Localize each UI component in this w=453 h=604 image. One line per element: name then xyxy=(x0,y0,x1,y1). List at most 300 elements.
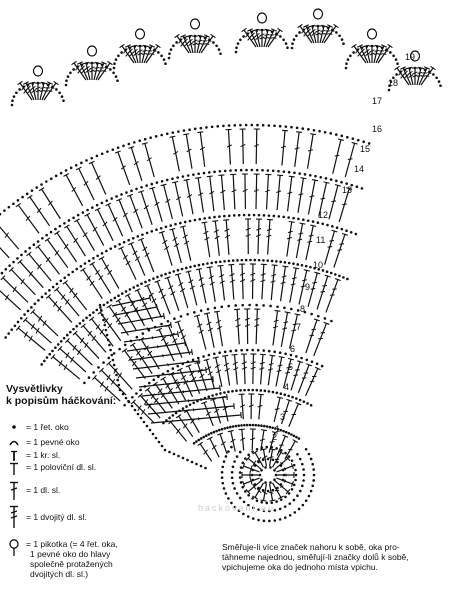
chain-dot xyxy=(298,437,301,440)
chain-dot xyxy=(99,306,102,309)
chain-dot xyxy=(141,233,144,236)
chain-dot xyxy=(3,209,6,212)
chain-dot xyxy=(88,376,91,379)
stitch-stroke xyxy=(204,403,213,426)
chain-dot xyxy=(215,393,218,396)
chain-dot xyxy=(223,487,226,490)
stitch-top xyxy=(304,270,310,271)
chain-dot xyxy=(279,351,282,354)
legend-text-sc: = 1 kr. sl. xyxy=(26,450,61,460)
chain-dot xyxy=(107,357,110,360)
stitch-stroke xyxy=(178,322,190,355)
chain-dot xyxy=(12,202,15,205)
arc-icon xyxy=(6,437,22,447)
chain-dot xyxy=(243,214,246,217)
chain-dot xyxy=(269,481,272,484)
chain-dot xyxy=(82,211,85,214)
stitch-stroke xyxy=(38,247,59,275)
chain-dot xyxy=(268,390,271,393)
chain-dot xyxy=(101,202,104,205)
stitch-stroke xyxy=(29,254,51,281)
chain-dot xyxy=(252,517,255,520)
stitch-top xyxy=(180,226,186,227)
chain-dot xyxy=(273,215,276,218)
row-number-14: 14 xyxy=(354,164,365,174)
chain-dot xyxy=(114,297,117,300)
stitch-top xyxy=(279,356,285,357)
chain-dot xyxy=(340,181,343,184)
stitch-tick xyxy=(310,196,315,197)
chain-dot xyxy=(324,131,327,134)
chain-dot xyxy=(149,136,152,139)
chain-dot xyxy=(63,222,66,225)
stitch-stroke xyxy=(253,354,254,384)
chain-dot xyxy=(268,520,271,523)
stitch-stroke xyxy=(18,328,45,350)
stitch-top xyxy=(156,44,161,47)
chain-dot xyxy=(168,417,171,420)
chain-dot xyxy=(127,239,130,242)
stitch-top xyxy=(227,394,228,400)
chain-dot xyxy=(10,328,13,331)
chain-dot xyxy=(101,152,104,155)
chain-dot xyxy=(8,206,11,209)
stitch-top xyxy=(285,312,291,313)
stitch-tick xyxy=(102,71,106,72)
chain-dot xyxy=(286,46,289,49)
chain-dot xyxy=(316,363,319,366)
chain-dot xyxy=(261,169,264,172)
chain-dot xyxy=(226,426,229,429)
stitch-stroke xyxy=(18,205,39,233)
chain-dot xyxy=(296,494,299,497)
chain-dot xyxy=(79,322,82,325)
chain-dot xyxy=(193,311,196,314)
row-number-18: 18 xyxy=(388,78,399,88)
chain-dot xyxy=(156,276,159,279)
chain-dot xyxy=(173,317,176,320)
chain-dot xyxy=(80,162,83,165)
chain-dot xyxy=(100,309,103,312)
chain-dot xyxy=(238,214,241,217)
chain-dot xyxy=(396,62,399,65)
stitch-stroke xyxy=(197,363,206,391)
chain-dot xyxy=(109,349,112,352)
chain-dot xyxy=(84,262,87,265)
chain-dot xyxy=(307,219,310,222)
stitch-top xyxy=(178,331,179,337)
chain-dot xyxy=(165,226,168,229)
chain-dot xyxy=(187,174,190,177)
stitch-stroke xyxy=(187,411,200,433)
chain-dot xyxy=(122,145,125,148)
stitch-top xyxy=(241,412,242,418)
chain-dot xyxy=(194,219,197,222)
stitch-tick xyxy=(309,235,314,236)
chain-dot xyxy=(150,230,153,233)
chain-dot xyxy=(263,520,266,523)
stitch-stroke xyxy=(60,349,86,372)
chain-dot xyxy=(223,391,226,394)
stitch-top xyxy=(142,143,148,145)
stitch-tick xyxy=(278,365,283,366)
chain-dot xyxy=(115,58,118,61)
chain-dot xyxy=(211,126,214,129)
stitch-stroke xyxy=(281,312,287,346)
stitch-top xyxy=(213,376,214,382)
stitch-stroke xyxy=(130,195,142,228)
chain-dot xyxy=(272,458,275,461)
legend-title-line2: k popisům háčkování: xyxy=(6,395,117,408)
chain-dot xyxy=(212,41,215,44)
stitch-stroke xyxy=(164,185,173,219)
double-dagger-icon xyxy=(6,505,22,529)
chain-dot xyxy=(279,261,282,264)
stitch-stroke xyxy=(314,323,327,356)
chain-dot xyxy=(352,137,355,140)
chain-dot xyxy=(207,395,210,398)
stitch-stroke xyxy=(168,278,179,311)
stitch-top xyxy=(293,268,299,269)
stitch-stroke xyxy=(317,276,328,309)
chain-dot xyxy=(114,369,117,372)
legend-row-chain xyxy=(6,422,69,432)
stitch-top xyxy=(204,313,210,314)
chain-dot xyxy=(33,243,36,246)
chain-dot xyxy=(243,389,246,392)
chain-dot xyxy=(12,261,15,264)
chain-dot xyxy=(302,479,305,482)
picot-loop xyxy=(34,66,43,76)
chain-dot xyxy=(189,220,192,223)
chain-dot xyxy=(20,317,23,320)
chain-dot xyxy=(4,268,7,271)
row-number-12: 12 xyxy=(318,210,329,220)
chain-dot xyxy=(345,67,348,70)
chain-dot xyxy=(27,310,30,313)
chain-dot xyxy=(20,254,23,257)
stitch-top xyxy=(161,184,167,185)
chain-dot xyxy=(174,223,177,226)
chain-dot xyxy=(80,265,83,268)
chain-dot xyxy=(168,57,171,60)
chain-dot xyxy=(161,180,164,183)
stitch-top xyxy=(282,130,288,131)
chain-dot xyxy=(283,393,286,396)
chain-dot xyxy=(321,222,324,225)
stitch-stroke xyxy=(66,175,82,206)
chain-dot xyxy=(150,183,153,186)
stitch-stroke xyxy=(221,175,224,210)
chain-dot xyxy=(231,471,234,474)
chain-dot xyxy=(268,124,271,127)
stitch-stroke xyxy=(256,129,257,164)
chain-dot xyxy=(288,171,291,174)
chain-dot xyxy=(17,199,20,202)
chain-dot xyxy=(205,126,208,129)
stitch-top xyxy=(298,24,303,27)
chain-dot xyxy=(35,186,38,189)
chain-dot xyxy=(342,276,345,279)
chain-dot xyxy=(155,135,158,138)
chain-dot xyxy=(282,216,285,219)
chain-dot xyxy=(310,490,313,493)
chain-dot xyxy=(109,247,112,250)
stitch-stroke xyxy=(213,399,220,423)
chain-dot xyxy=(330,178,333,181)
stitch-top xyxy=(207,267,213,268)
stitch-tick xyxy=(198,40,203,41)
chain-dot xyxy=(203,217,206,220)
stitch-stroke xyxy=(256,174,257,209)
stitch-tick xyxy=(29,336,32,342)
chain-dot xyxy=(235,425,238,428)
stitch-tick xyxy=(275,409,280,410)
chain-dot xyxy=(311,463,314,466)
chain-dot xyxy=(92,257,95,260)
chain-dot xyxy=(272,169,275,172)
stitch-tick xyxy=(269,457,274,458)
stitch-tick xyxy=(147,327,148,330)
chain-dot xyxy=(296,263,299,266)
chain-dot xyxy=(240,424,243,427)
stitch-tick xyxy=(105,68,109,69)
stitch-top xyxy=(310,134,316,135)
chain-dot xyxy=(291,47,294,50)
chain-dot xyxy=(186,313,189,316)
chain-dot xyxy=(192,359,195,362)
chain-dot xyxy=(309,174,312,177)
stitch-tick xyxy=(320,291,325,292)
chain-dot xyxy=(179,222,182,225)
chain-dot xyxy=(82,319,85,322)
stitch-stroke xyxy=(245,174,246,209)
chain-dot xyxy=(18,88,21,91)
stitch-tick xyxy=(64,364,67,370)
chain-dot xyxy=(97,366,100,369)
stitch-tick xyxy=(312,282,317,283)
stitch-tick xyxy=(66,353,69,359)
stitch-tick xyxy=(268,369,273,370)
stitch-tick xyxy=(297,239,302,240)
chain-dot xyxy=(295,355,298,358)
chain-dot xyxy=(54,228,57,231)
chain-dot xyxy=(61,95,64,98)
stitch-top xyxy=(197,132,203,133)
chain-dot xyxy=(223,215,226,218)
stitch-tick xyxy=(425,76,429,77)
stitch-tick xyxy=(264,38,269,39)
chain-dot xyxy=(275,500,278,503)
chain-dot xyxy=(298,31,301,34)
chain-dot xyxy=(182,457,185,460)
stitch-top xyxy=(258,394,264,395)
chain-dot xyxy=(213,431,216,434)
chain-dot xyxy=(239,471,242,474)
chain-dot xyxy=(329,132,332,135)
chain-dot xyxy=(293,434,296,437)
chain-dot xyxy=(182,175,185,178)
chain-dot xyxy=(62,99,65,102)
chain-dot xyxy=(263,425,266,428)
chain-dot xyxy=(350,231,353,234)
stitch-top xyxy=(338,139,344,140)
stitch-stroke xyxy=(141,239,154,272)
stitch-tick xyxy=(71,357,74,363)
stitch-top xyxy=(352,44,357,47)
chain-dot xyxy=(388,89,391,92)
chain-dot xyxy=(148,279,151,282)
chain-dot xyxy=(115,75,118,78)
stitch-tick xyxy=(103,222,107,226)
stitch-top xyxy=(171,322,172,328)
chain-dot xyxy=(221,482,224,485)
chain-dot xyxy=(232,259,235,262)
chain-dot xyxy=(105,250,108,253)
chain-dot xyxy=(272,489,275,492)
chain-dot xyxy=(253,259,256,262)
chain-dot xyxy=(246,349,249,352)
chain-dot xyxy=(224,351,227,354)
chain-dot xyxy=(184,221,187,224)
chain-dot xyxy=(113,364,116,367)
chain-dot xyxy=(221,428,224,431)
stitch-tick xyxy=(153,51,157,52)
chain-dot xyxy=(294,511,297,514)
stitch-stroke xyxy=(183,227,191,261)
stitch-top xyxy=(395,66,400,69)
stitch-stroke xyxy=(121,248,136,280)
chain-dot xyxy=(280,498,283,501)
stitch-top xyxy=(204,359,210,361)
chain-dot xyxy=(253,214,256,217)
chain-dot xyxy=(120,51,123,54)
chain-dot xyxy=(257,519,260,522)
stitch-stroke xyxy=(141,192,152,225)
chain-dot xyxy=(293,172,296,175)
stitch-stroke xyxy=(289,404,299,427)
chain-dot xyxy=(227,391,230,394)
chain-dot xyxy=(191,461,194,464)
chain-dot xyxy=(280,392,283,395)
chain-dot xyxy=(283,306,286,309)
stitch-top xyxy=(261,430,267,431)
chain-dot xyxy=(125,290,128,293)
chain-dot xyxy=(241,304,244,307)
legend-row-slip xyxy=(6,437,80,447)
chain-dot xyxy=(69,71,72,74)
stitch-stroke xyxy=(334,234,345,267)
stitch-stroke xyxy=(189,366,200,394)
chain-dot xyxy=(172,270,175,273)
stitch-stroke xyxy=(287,222,292,257)
chain-dot xyxy=(200,127,203,130)
chain-dot xyxy=(291,459,294,462)
chain-dot xyxy=(268,214,271,217)
chain-dot xyxy=(102,319,105,322)
stitch-stroke xyxy=(197,316,206,350)
stitch-stroke xyxy=(92,319,114,346)
stitch-tick xyxy=(295,370,300,371)
stitch-tick xyxy=(307,241,312,242)
chain-dot xyxy=(113,352,116,355)
chain-dot xyxy=(229,169,232,172)
stitch-tick xyxy=(197,44,202,45)
chain-dot xyxy=(163,58,166,61)
chain-dot xyxy=(325,177,328,180)
chain-dot xyxy=(213,216,216,219)
stitch-top xyxy=(352,142,358,144)
row-number-16: 16 xyxy=(372,124,383,134)
stitch-top xyxy=(269,355,275,356)
chain-dot xyxy=(361,187,364,190)
stitch-stroke xyxy=(333,140,341,174)
chain-dot xyxy=(260,424,263,427)
chain-dot xyxy=(228,260,231,263)
stitch-top xyxy=(54,81,59,84)
chain-dot xyxy=(110,299,113,302)
chain-dot xyxy=(65,169,68,172)
chain-dot xyxy=(269,305,272,308)
chain-dot xyxy=(215,430,218,433)
legend-title-line1: Vysvětlivky xyxy=(6,383,63,395)
stitch-top xyxy=(275,310,281,311)
chain-dot xyxy=(309,266,312,269)
chain-dot xyxy=(197,172,200,175)
stitch-stroke xyxy=(118,152,130,185)
stitch-tick xyxy=(287,192,292,193)
row-number-1: 1 xyxy=(275,424,281,434)
stitch-top xyxy=(108,61,113,64)
chain-dot xyxy=(243,424,246,427)
chain-dot xyxy=(8,264,11,267)
stitch-stroke xyxy=(127,343,185,351)
chain-dot xyxy=(256,169,259,172)
stitch-tick xyxy=(41,87,46,88)
stitch-stroke xyxy=(152,188,162,222)
stitch-stroke xyxy=(121,325,171,333)
stitch-top xyxy=(261,500,267,501)
chain-dot xyxy=(189,266,192,269)
stitch-tick xyxy=(295,148,300,149)
note-line-3: vpichujeme oka do jednoho místa vpichu. xyxy=(222,562,378,573)
chain-dot xyxy=(168,52,171,55)
chain-dot xyxy=(96,254,99,257)
stitch-stroke xyxy=(108,204,122,236)
stitch-stroke xyxy=(83,326,106,353)
chain-dot xyxy=(195,463,198,466)
chain-dot xyxy=(54,346,57,349)
chain-dot xyxy=(312,479,315,482)
chain-dot xyxy=(340,135,343,138)
chain-dot xyxy=(245,259,248,262)
chain-dot xyxy=(116,79,119,82)
picot-loop xyxy=(314,9,323,19)
chain-dot xyxy=(289,514,292,517)
stitch-stroke xyxy=(147,285,161,317)
chain-dot xyxy=(70,167,73,170)
chain-dot xyxy=(305,448,308,451)
chain-dot xyxy=(284,452,287,455)
chain-dot xyxy=(224,170,227,173)
stitch-tick xyxy=(173,372,174,375)
chain-dot xyxy=(277,215,280,218)
stitch-top xyxy=(201,222,207,223)
chain-dot xyxy=(158,441,161,444)
chain-dot xyxy=(143,421,146,424)
chain-dot xyxy=(86,209,89,212)
chain-dot xyxy=(245,169,248,172)
